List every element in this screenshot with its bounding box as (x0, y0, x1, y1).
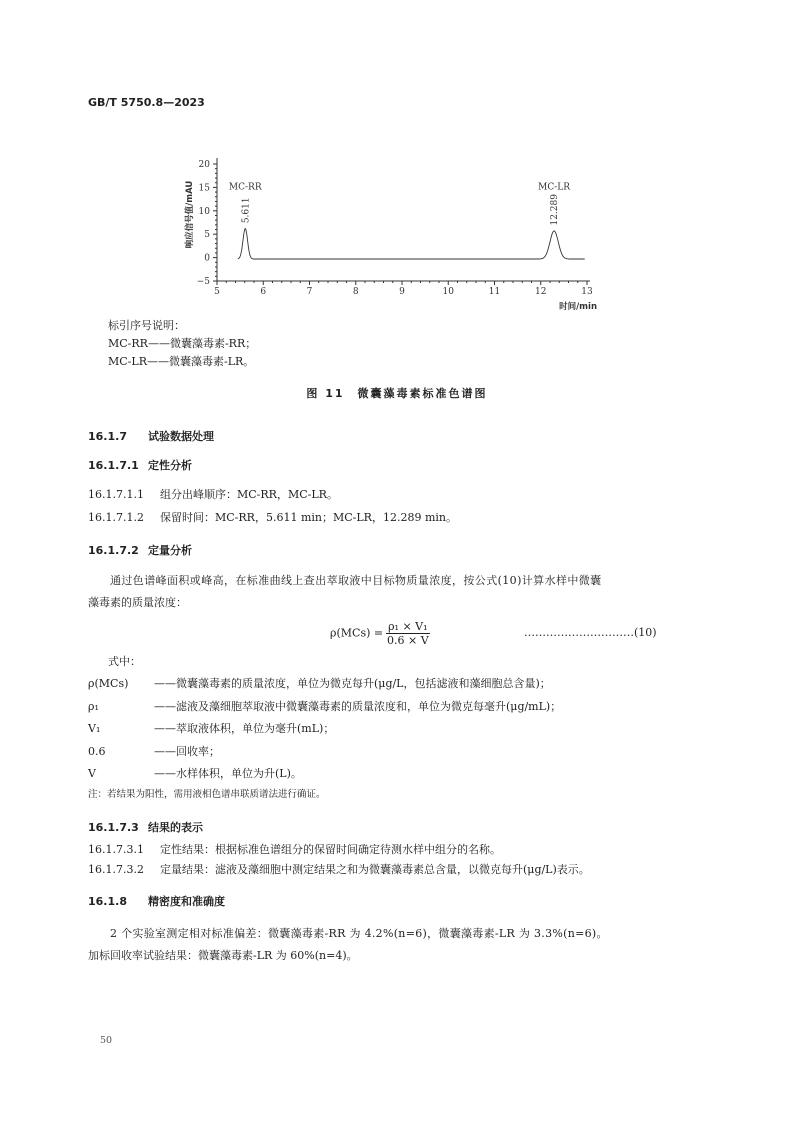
legend-title: 标引序号说明： (108, 319, 185, 332)
definition: ρ₁ ——滤液及藻细胞萃取液中微囊藻毒素的质量浓度和，单位为微克每毫升(μg/mL)； (88, 700, 562, 713)
clause: 16.1.7.3.2 定量结果：滤液及藻细胞中测定结果之和为微囊藻毒素总含量，以微克每升(μg/L)表示。 (88, 863, 590, 876)
x-tick-label: 7 (306, 287, 313, 297)
peak-name-label: MC-RR (228, 182, 262, 193)
y-tick-label: 5 (204, 230, 210, 241)
page-number: 50 (100, 1035, 113, 1046)
y-axis-label: 响应信号值/mAU (185, 180, 195, 249)
chromatogram-chart (170, 150, 610, 320)
paragraph: 2 个实验室测定相对标准偏差：微囊藻毒素-RR 为 4.2%(n=6)，微囊藻毒素-LR 为 3.3%(n=6)。 (110, 927, 608, 940)
y-tick-label: 15 (198, 183, 210, 194)
x-tick-label: 12 (535, 287, 547, 297)
document-code: GB/T 5750.8—2023 (88, 96, 205, 109)
paragraph: 通过色谱峰面积或峰高，在标准曲线上查出萃取液中目标物质量浓度，按公式(10)计算水样中微囊 (110, 574, 602, 587)
section-heading: 16.1.7.1 定性分析 (88, 459, 192, 472)
section-heading: 16.1.7 试验数据处理 (88, 430, 214, 443)
y-tick-label: 10 (198, 206, 210, 217)
x-tick-label: 10 (442, 287, 454, 297)
formula: ρ(MCs) = $\frac{\text{ρ₁ × V₁}}{0.6 \times V}$ (330, 620, 429, 647)
y-tick-label: 0 (204, 253, 210, 264)
where-label: 式中： (108, 655, 141, 668)
peak-retention-label: 12.289 (550, 194, 561, 226)
x-tick-label: 6 (260, 287, 267, 297)
x-tick-label: 5 (214, 287, 220, 297)
section-heading: 16.1.7.2 定量分析 (88, 544, 192, 557)
y-tick-label: −5 (196, 277, 210, 287)
x-axis-label: 时间/min (559, 302, 597, 312)
note: 注：若结果为阳性，需用液相色谱串联质谱法进行确证。 (88, 789, 326, 800)
x-tick-label: 13 (581, 287, 593, 297)
definition: 0.6 ——回收率； (88, 745, 220, 758)
clause: 16.1.7.1.1 组分出峰顺序：MC-RR，MC-LR。 (88, 488, 338, 501)
paragraph: 加标回收率试验结果：微囊藻毒素-LR 为 60%(n=4)。 (88, 949, 358, 962)
x-tick-label: 9 (399, 287, 405, 297)
definition: V₁ ——萃取液体积，单位为毫升(mL)； (88, 722, 335, 735)
paragraph: 藻毒素的质量浓度： (88, 596, 187, 609)
peak-retention-label: 5.611 (241, 197, 252, 224)
legend-item: MC-RR——微囊藻毒素-RR； (108, 337, 257, 350)
peak-name-label: MC-LR (538, 182, 571, 193)
figure-caption: 图 11 微囊藻毒素标准色谱图 (306, 387, 488, 400)
definition: ρ(MCs) ——微囊藻毒素的质量浓度，单位为微克每升(μg/L，包括滤液和藻细胞总含量)； (88, 677, 551, 690)
y-tick-label: 20 (198, 160, 210, 170)
x-tick-label: 8 (352, 287, 359, 297)
section-heading: 16.1.7.3 结果的表示 (88, 821, 203, 834)
definition: V ——水样体积，单位为升(L)。 (88, 767, 302, 780)
chromatogram-trace (238, 229, 585, 259)
equation-number: …………………………(10) (524, 626, 657, 639)
x-tick-label: 11 (488, 287, 501, 297)
legend-item: MC-LR——微囊藻毒素-LR。 (108, 355, 255, 368)
clause: 16.1.7.1.2 保留时间：MC-RR，5.611 min；MC-LR，12.289 min。 (88, 511, 457, 524)
clause: 16.1.7.3.1 定性结果：根据标准色谱组分的保留时间确定待测水样中组分的名称。 (88, 843, 501, 856)
section-heading: 16.1.8 精密度和准确度 (88, 895, 225, 908)
